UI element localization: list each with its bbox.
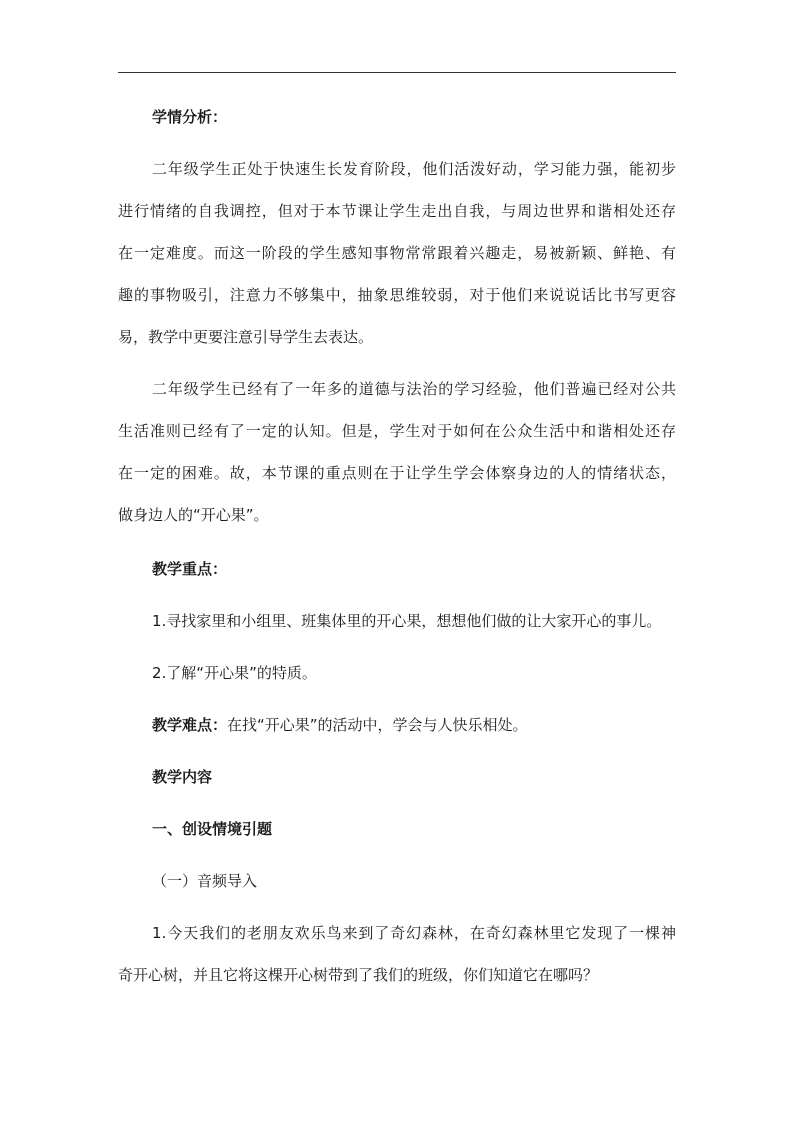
heading-student-analysis: 学情分析： bbox=[152, 108, 228, 126]
text-line: 趣的事物吸引，注意力不够集中，抽象思维较弱，对于他们来说说话比书写更容 bbox=[118, 286, 676, 304]
text-line: 在一定难度。而这一阶段的学生感知事物常常跟着兴趣走，易被新颖、鲜艳、有 bbox=[118, 244, 676, 262]
heading-teaching-content: 教学内容 bbox=[152, 768, 213, 786]
header-rule bbox=[118, 72, 676, 73]
difficulty-label: 教学难点： bbox=[152, 716, 228, 734]
text-line: 1.今天我们的老朋友欢乐鸟来到了奇幻森林，在奇幻森林里它发现了一棵神 bbox=[152, 924, 676, 942]
text-line: 二年级学生正处于快速生长发育阶段，他们活泼好动，学习能力强，能初步 bbox=[152, 160, 676, 178]
text-line: 进行情绪的自我调控，但对于本节课让学生走出自我，与周边世界和谐相处还存 bbox=[118, 202, 676, 220]
paragraph-student-analysis-2 bbox=[118, 368, 676, 536]
key-point-2: 2.了解“开心果”的特质。 bbox=[152, 664, 317, 682]
heading-part-1: 一、创设情境引题 bbox=[152, 820, 273, 838]
text-line: 在一定的困难。故，本节课的重点则在于让学生学会体察身边的人的情绪状态， bbox=[118, 464, 676, 482]
subheading-audio-intro: （一）音频导入 bbox=[152, 872, 258, 890]
text-line: 生活准则已经有了一定的认知。但是，学生对于如何在公众生活中和谐相处还存 bbox=[118, 422, 676, 440]
key-point-1: 1.寻找家里和小组里、班集体里的开心果，想想他们做的让大家开心的事儿。 bbox=[152, 612, 662, 630]
paragraph-content-item-1 bbox=[118, 912, 676, 996]
difficulty-text: 在找“开心果”的活动中，学会与人快乐相处。 bbox=[227, 716, 528, 734]
text-line: 易，教学中更要注意引导学生去表达。 bbox=[118, 328, 374, 346]
text-line: 二年级学生已经有了一年多的道德与法治的学习经验，他们普遍已经对公共 bbox=[152, 380, 676, 398]
text-line: 奇开心树，并且它将这棵开心树带到了我们的班级，你们知道它在哪吗？ bbox=[118, 966, 599, 984]
difficulty-line bbox=[118, 704, 676, 746]
heading-key-points: 教学重点： bbox=[152, 560, 228, 578]
document-body bbox=[118, 96, 676, 996]
paragraph-student-analysis-1 bbox=[118, 148, 676, 358]
text-line: 做身边人的“开心果”。 bbox=[118, 506, 269, 524]
